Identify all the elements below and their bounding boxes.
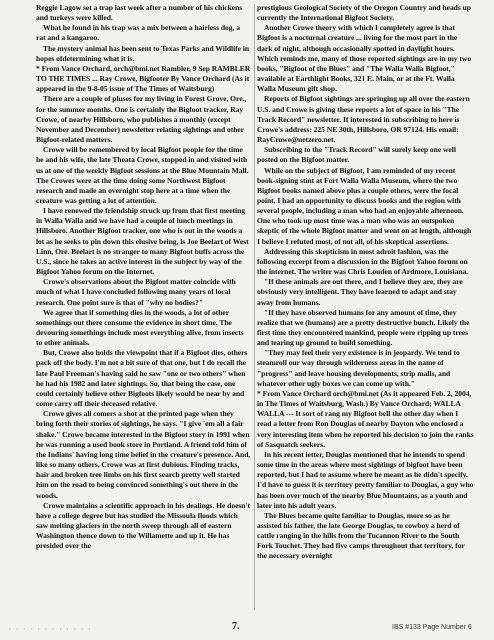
right-paragraph-4: Subscribing to the "Track Record" will surely keep one well posted on the Bigfoot matter. [257, 145, 456, 165]
column-divider [254, 4, 255, 610]
left-paragraph-8: Crowe's observations about the Bigfoot matter coincide with much of what I have concluded following many years of local research. One point sure is that of "why no bodies?" [36, 277, 236, 307]
right-paragraph-2: Another Crowe theory with which I completely agree is that Bigfoot is a nocturnal creature ... living for the most part in the dark of night, although occasionally spotted in daylight hours. Which reminds me, many of those reported sightings are in my two books, "Bigfoot of the Blues" and "The Walla Walla Bigfoot," available at Earthlight Books, 321 E. Main, or at the Ft. Walla Walla Museum gift shop. [257, 23, 472, 94]
right-paragraph-3: Reports of Bigfoot sightings are springing up all over the eastern U.S. and Crowe is giving these reports a lot of space in his "The Track Record" newsletter. If interested in subscribing to here is Crowe's address: 225 NE 30th, Hillsboro, OR 97124. His email: RayCrowe@netzero.net. [257, 94, 470, 145]
right-paragraph-1: prestigious Geological Society of the Oregon Country and heads up currently the International Bigfoot Society. [257, 3, 471, 23]
left-paragraph-7: I have renewed the friendship struck up from that first meeting in Walla Walla and we have had a couple of lunch meetings in Hillsboro. Another Bigfoot tracker, one who is out in the woods a lot as he seeks to pin down this elusive being, is Joe Beelart of West Linn, Ore. Beelart is no stranger to many Bigfoot buffs across the U.S., since he takes an active interest in the subject by way of the Bigfoot Yahoo forum on the Internet. [36, 206, 249, 277]
left-paragraph-9: We agree that if something dies in the woods, a lot of other somethings out there consume the evidence in short time. The devouring somethings include most everything alive, from insects to other animals. [36, 307, 244, 348]
left-paragraph-10: But, Crowe also holds the viewpoint that if a Bigfoot dies, others pack off the body. I'm not a bit sure of that one, but I do recall the late Paul Freeman's having said he saw "one or two others" when he had his 1982 and later sightings. So, that being the case, one could certainly believe other Bigfoots likely would be near by and come carry off their deceased relative. [36, 348, 248, 409]
left-paragraph-3: The mystery animal has been sent to Texas Parks and Wildlife in hopes ofdetermining what it is. [36, 43, 250, 63]
left-paragraph-5: There are a couple of pluses for my living in Forest Grove, Ore., for the summer months. One is certainly the Bigfoot tracker, Ray Crowe, of nearby Hillsboro, who publishes a monthly (except November and December) newsletter relating sightings and other Bigfoot-related matters. [36, 94, 247, 145]
left-paragraph-2: What he found in his trap was a mix between a hairless dog, a rat and a kangaroo. [36, 23, 240, 43]
right-paragraph-7: "If these animals are out there, and I believe they are, they are obviously very intelligent. They have learned to adapt and stay away from humans. [257, 277, 463, 307]
left-paragraph-11: Crowe gives all comers a shot at the printed page when they bring forth their stories of sightings, he says. "I give 'em all a fair shake." Crowe became interested in the Bigfoot story in 1991 when he was running a used book store in Portland. A friend told him of the Indians' having long time belief in the creature's presence. And, like so many others, Crowe was at first dubious. Finding tracks, hair and broken tree limbs on his first search pretty well started him on the road to being convinced something's out there in the woods. [36, 409, 251, 500]
footer-reference: IBS #133 Page Number 6 [392, 624, 472, 631]
right-paragraph-9: "They may feel their very existence is in jeopardy. We tend to steamroll our way through wilderness areas in the name of "progress" and leave housing developments, strip malls, and whatever other ugly boxes we can come up with." [257, 348, 460, 388]
right-paragraph-11: In his recent letter, Douglas mentioned that he intends to spend some time in the areas where most sightings of bigfoot have been reported, but I had to assume where he meant as he didn't specify. I'd have to guess it is territory pretty familiar to Douglas, a guy who has been over much of the nearby Blue Mountains, as a youth and later into his adult years. [257, 449, 474, 510]
left-paragraph-4: * From Vance Orchard, orch@bmi.net Rambler, 9 Sep RAMBLER TO THE TIMES ... Ray Crowe, Bigfooter By Vance Orchard (As it appeared in the 9-8-05 issue of The Times of Waitsburg) [36, 63, 251, 94]
right-column [257, 3, 474, 613]
left-paragraph-12: Crowe maintains a scientific approach in his dealings. He doesn't have a college degree but has studied the Missoula floods which saw melting glaciers in the north sweep through all of eastern Washington thence down to the Willamette and up it. He has presided over the [36, 500, 251, 551]
page-number: 7. [232, 621, 240, 632]
right-paragraph-8: "If they have observed humans for any amount of time, they realize that we (humans) are a pretty destructive bunch. Likely the first time they encountered mankind, people were ripping up trees and tearing up ground to build something. [257, 307, 470, 348]
right-paragraph-10: * From Vance Orchard orch@bmi.net (As it appeared Feb. 2, 2004, in The Times of Waitsburg, Wash.) By Vance Orchard; WALLA WALLA --- It sort of rang my Bigfoot bell the other day when I read a letter from Ron Douglas of nearby Dayton who enclosed a very interesting item when he reported his decision to join the ranks of Sasquatch seekers. [257, 388, 474, 449]
right-paragraph-5: While on the subject of Bigfoot, I am reminded of my recent book-signing stint at Fort Walla Walla Museum, where the two Bigfoot books named above plus a couple others, were the focal point. I had an opportunity to discuss books and the region with several people, including a man who had an enjoyable afternoon. One who took up most time was a man who was an outspoken skeptic of the whole Bigfoot matter and went on at length, although I believe I refuted most, of not all, of his skeptical assertions. [257, 165, 472, 246]
left-paragraph-6: Crowe will be remembered by local Bigfoot people for the time he and his wife, the late Theata Crowe, stopped in and visited with us at one of the weekly Bigfoot sessions at the Blue Mountain Mall. The Crowes were at the time doing some Northwest Bigfoot research and made an overnight stop here at a time when the creature was getting a lot of attention. [36, 145, 249, 205]
right-paragraph-6: Addressing this skepticism in most adroit fashion, was the following excerpt from a discussion in the Bigfoot Yahoo forum on the internet. The writer was Chris Louden of Ardmore, Louisiana. [257, 246, 469, 277]
left-paragraph-1: Reggie Lagow set a trap last week after a number of his chickens and turkeys were killed. [36, 3, 243, 23]
scan-artifact-marks: · · · · · · · · · · · · [8, 626, 92, 633]
left-column [36, 3, 251, 613]
right-paragraph-12: The Blues became quite familiar to Douglas, more so as he assisted his father, the late George Douglas, to cowboy a herd of cattle ranging in the hills from the Tucannon River to the South Fork Touchet. They had five camps throughout that territory, for the necessary overnight [257, 510, 465, 561]
